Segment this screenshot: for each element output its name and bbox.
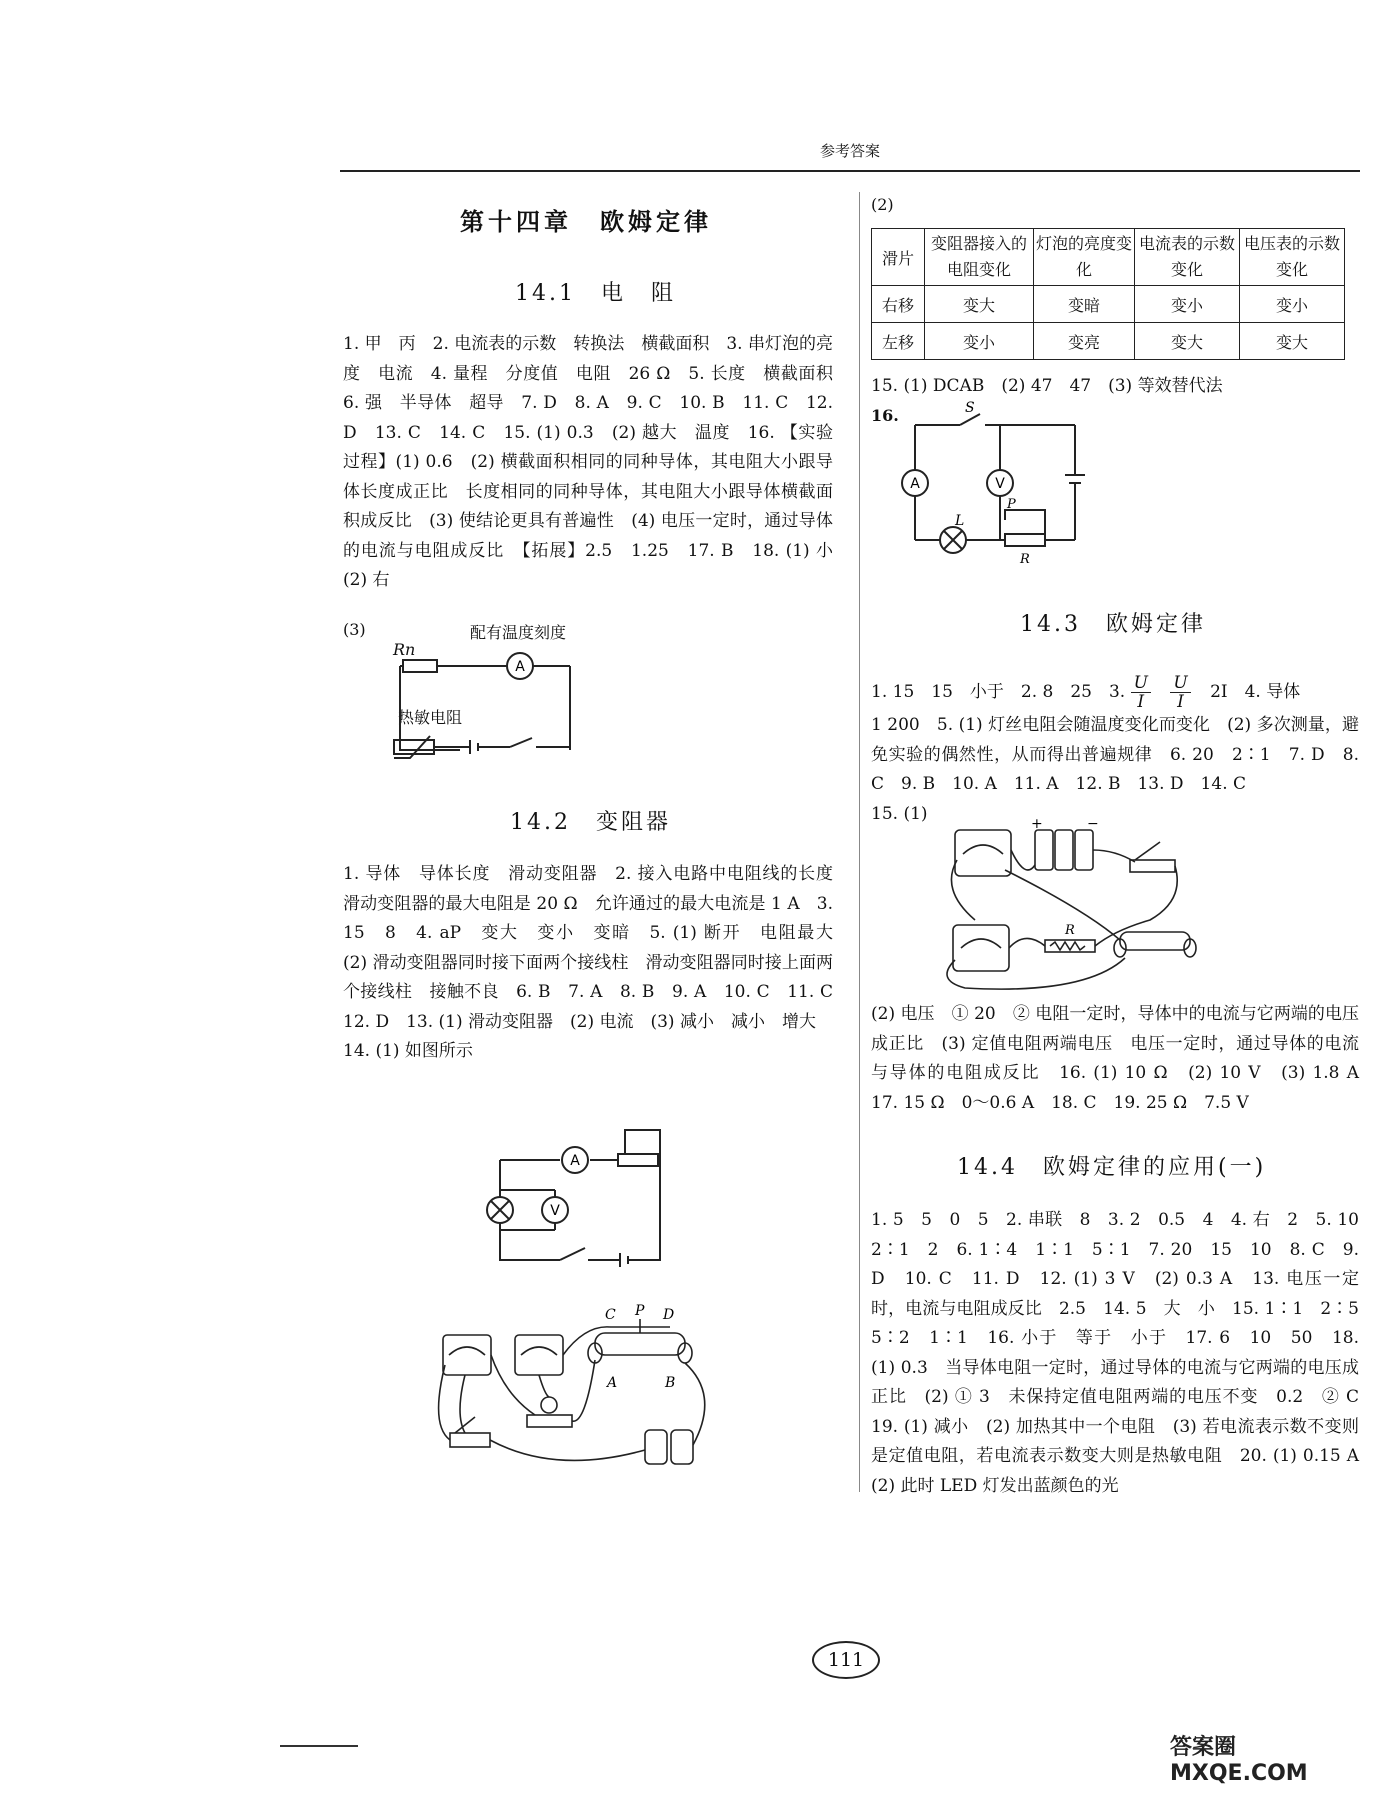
ohms-law-circuit-diagram [895,400,1095,567]
svg-text:S: S [965,400,975,416]
rheostat-circuit-diagram [480,1120,680,1285]
svg-text:C: C [605,1307,616,1323]
table-cell: 变大 [1240,323,1345,360]
svg-text:B: B [665,1375,676,1391]
fig-caption: 配有温度刻度 [470,623,567,642]
header-rule [340,170,1360,172]
section-title-14-1: 14.1 电 阻 [515,281,676,306]
table-row [872,286,1345,323]
table-header: 灯泡的亮度变化 [1034,229,1135,286]
ohms-law-wiring-drawing [935,816,1195,995]
fraction-u-over-i: $\frac{U}{I}$ [1170,674,1190,711]
answers-14-3-part-b: 2I 4. 导体 [1210,682,1301,702]
table-cell: 变小 [1240,286,1345,323]
table-cell: 变大 [1135,323,1240,360]
fig-label-3: (3) [343,620,366,639]
svg-text:R: R [1065,923,1075,938]
answers-14-3-part-a: 1. 15 15 小于 2. 8 25 3. [871,682,1126,702]
table-cell: 右移 [872,286,925,323]
table-cell: 变亮 [1034,323,1135,360]
svg-text:P: P [1007,497,1016,512]
svg-text:L: L [955,513,965,529]
table-header: 变阻器接入的电阻变化 [925,229,1034,286]
rheostat-table [871,228,1345,360]
table-header: 滑片 [872,229,925,286]
svg-text:V: V [550,1203,560,1219]
q14-text: 14. (1) 如图所示 [343,1041,473,1061]
section-title-14-4: 14.4 欧姆定律的应用(一) [957,1155,1267,1180]
svg-text:+: + [1031,816,1043,832]
svg-text:V: V [995,476,1005,492]
thermistor-circuit-diagram [370,640,590,760]
running-header: 参考答案 [820,142,881,160]
table-cell: 变大 [925,286,1034,323]
table-header-row [872,229,1345,286]
answers-14-3: 1 200 5. (1) 灯丝电阻会随温度变化而变化 (2) 多次测量，避免实验的偶然性，从而得出普遍规律 6. 20 2∶1 7. D 8. C 9. B 10. A 11. A 12. B 13. D 14. C [871,715,1360,794]
table-cell: 变小 [925,323,1034,360]
table-header: 电流表的示数变化 [1135,229,1240,286]
q16-label: 16. [871,406,899,425]
section-title-14-3: 14.3 欧姆定律 [1020,612,1206,637]
right-label-2: (2) [871,195,894,214]
svg-text:A: A [515,659,525,675]
table-row [872,323,1345,360]
fig-rn-label: Rn [393,640,416,659]
column-divider [859,192,860,1492]
q15-text: 15. (1) DCAB (2) 47 47 (3) 等效替代法 [871,376,1223,396]
svg-text:R: R [1020,552,1030,567]
answers-14-1: 1. 甲 丙 2. 电流表的示数 转换法 横截面积 3. 串灯泡的亮度 电流 4. 量程 分度值 电阻 26 Ω 5. 长度 横截面积 6. 强 半导体 超导 7. D 8. A 9. C 10. B 11. C 12. D 13. C 14. C 15. (1) 0.3 (2) 越大 温度 16. 【实验过程】(1) 0.6 (2) 横截面积相同的同种导体，其电阻大小跟导体长度成正比 长度相同的同种导体，其电阻大小跟导体横截面积成反比 (3) 使结论更具有普遍性 (4) 电压一定时，通过导体的电流与电阻成反比 【拓展】2.5 1.25 17. B 18. (1) 小 (2) 右 [343,334,850,590]
answers-14-3-part2: (2) 电压 ① 20 ② 电阻一定时，导体中的电流与它两端的电压成正比 (3) 定值电阻两端电压 电压一定时，通过导体的电流与导体的电阻成反比 16. (1) 10 Ω (2) 10 V (3) 1.8 A 17. 15 Ω 0～0.6 A 18. C 19. 25 Ω 7.5 V [871,1004,1376,1113]
watermark-logo: 答案圈 MXQE.COM [1170,1735,1308,1786]
svg-text:A: A [910,476,920,492]
table-header: 电压表的示数变化 [1240,229,1345,286]
page-number: 111 [812,1641,880,1679]
fraction-u-over-i: $\frac{U}{I}$ [1131,674,1151,711]
rheostat-wiring-drawing [435,1305,720,1475]
fig-thermistor-label: 热敏电阻 [398,708,463,727]
answers-14-4: 1. 5 5 0 5 2. 串联 8 3. 2 0.5 4 4. 右 2 5. 10 2∶1 2 6. 1∶4 1∶1 5∶1 7. 20 15 10 8. C 9. D 10. C 11. D 12. (1) 3 V (2) 0.3 A 13. 电压一定时，电流与电阻成反比 2.5 14. 5 大 小 15. 1∶1 2∶5 5∶2 1∶1 16. 小于 等于 小于 17. 6 10 50 18. (1) 0.3 当导体电阻一定时，通过导体的电流与它两端的电压成正比 (2) ① 3 未保持定值电阻两端的电压不变 0.2 ② C 19. (1) 减小 (2) 加热其中一个电阻 (3) 若电流表示数不变则是定值电阻，若电流表示数变大则是热敏电阻 20. (1) 0.15 A (2) 此时 LED 灯发出蓝颜色的光 [871,1210,1376,1496]
table-cell: 变暗 [1034,286,1135,323]
svg-text:−: − [1087,816,1099,832]
table-cell: 变小 [1135,286,1240,323]
answers-14-3-line1 [871,674,1359,711]
svg-text:A: A [570,1153,580,1169]
svg-text:D: D [663,1307,675,1323]
chapter-title: 第十四章 欧姆定律 [460,207,712,236]
svg-text:A: A [607,1375,618,1391]
q15-label-14-3: 15. (1) [871,803,928,824]
answers-14-2: 1. 导体 导体长度 滑动变阻器 2. 接入电路中电阻线的长度 滑动变阻器的最大电阻是 20 Ω 允许通过的最大电流是 1 A 3. 15 8 4. aP 变大 变小 变暗 5. (1) 断开 电阻最大 (2) 滑动变阻器同时接下面两个接线柱 滑动变阻器同时接上面两个接线柱 接触不良 6. B 7. A 8. B 9. A 10. C 11. C 12. D 13. (1) 滑动变阻器 (2) 电流 (3) 减小 减小 增大 [343,864,850,1032]
section-title-14-2: 14.2 变阻器 [510,810,671,835]
footer-rule [280,1745,358,1747]
table-cell: 左移 [872,323,925,360]
svg-text:P: P [635,1303,645,1319]
